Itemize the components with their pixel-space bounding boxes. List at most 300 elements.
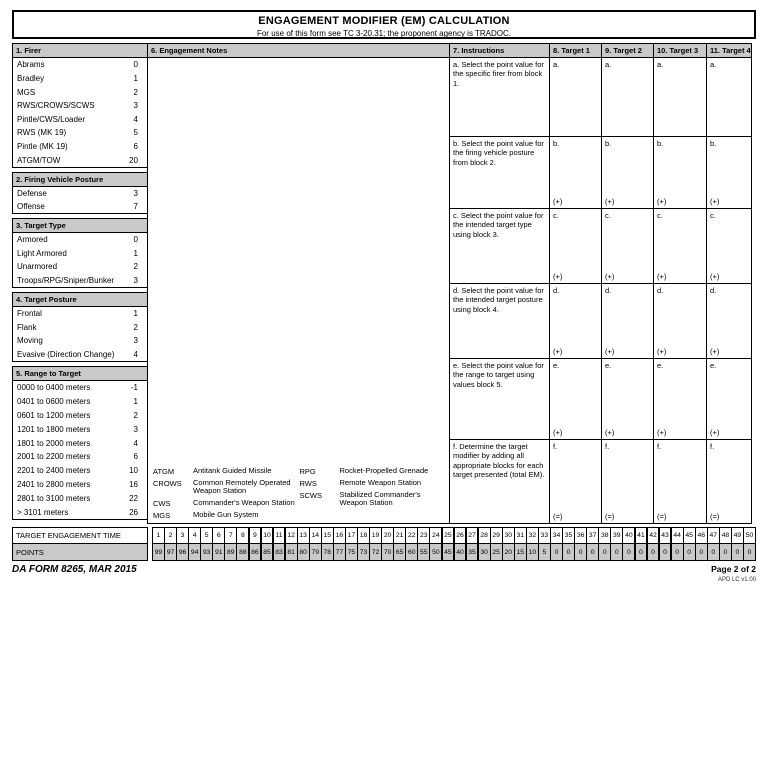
target-3-field-b[interactable] — [653, 137, 707, 209]
target-3-field-a[interactable] — [653, 58, 707, 137]
abbreviations-right — [300, 464, 447, 520]
target-2-field-e[interactable] — [601, 359, 654, 440]
points-cell: 0 — [647, 543, 660, 561]
point-value-row — [13, 126, 147, 140]
points-cell: 30 — [478, 543, 491, 561]
point-value-row — [13, 464, 147, 478]
point-value-number: -1 — [130, 383, 138, 393]
point-value-number: 26 — [129, 507, 138, 517]
points-cell: 94 — [188, 543, 201, 561]
points-cell: 15 — [514, 543, 527, 561]
time-cell: 41 — [635, 527, 648, 544]
time-cell: 29 — [490, 527, 503, 544]
points-cell: 0 — [707, 543, 720, 561]
time-cell: 50 — [743, 527, 756, 544]
points-cell: 88 — [236, 543, 249, 561]
abbreviation-row — [300, 479, 447, 488]
cell-letter: d. — [710, 286, 717, 295]
cell-operator: (+) — [710, 347, 720, 356]
cell-operator: (+) — [710, 428, 720, 437]
target-column-2 — [601, 58, 654, 524]
point-value-label: Flank — [17, 322, 37, 332]
point-value-number: 4 — [133, 114, 138, 124]
abbreviation-key: MGS — [153, 511, 171, 520]
cell-letter: d. — [657, 286, 664, 295]
cell-letter: f. — [605, 442, 610, 451]
target-2-field-f[interactable] — [601, 440, 654, 524]
point-value-number: 2 — [133, 322, 138, 332]
abbreviation-key: CWS — [153, 499, 171, 508]
point-value-number: 3 — [133, 101, 138, 111]
point-value-row — [13, 85, 147, 99]
abbreviation-row — [300, 467, 447, 476]
cell-operator: (=) — [710, 512, 720, 521]
time-cell: 34 — [550, 527, 563, 544]
points-cell: 25 — [490, 543, 503, 561]
points-cell: 89 — [224, 543, 237, 561]
abbreviation-key: SCWS — [299, 490, 322, 500]
points-value-cells — [152, 543, 756, 561]
abbreviation-definition: Commander's Weapon Station — [193, 498, 295, 507]
point-value-number: 5 — [133, 128, 138, 138]
point-value-row — [13, 478, 147, 492]
cell-operator: (+) — [657, 197, 667, 206]
time-cell: 4 — [188, 527, 201, 544]
point-value-label: MGS — [17, 87, 36, 97]
time-cell: 6 — [212, 527, 225, 544]
time-cell: 49 — [731, 527, 744, 544]
cell-letter: f. — [710, 442, 715, 451]
cell-operator: (+) — [657, 272, 667, 281]
form-footer — [12, 564, 756, 583]
time-cell: 11 — [273, 527, 286, 544]
time-value-cells — [152, 527, 756, 544]
point-value-number: 3 — [133, 189, 138, 198]
point-value-row — [13, 307, 147, 321]
point-value-label: Bradley — [17, 73, 45, 83]
points-cell: 72 — [369, 543, 382, 561]
point-value-row — [13, 436, 147, 450]
abbreviation-definition: Remote Weapon Station — [339, 477, 422, 487]
point-value-number: 2 — [133, 410, 138, 420]
cell-letter: b. — [710, 139, 717, 148]
point-value-number: 1 — [133, 397, 138, 407]
point-value-number: 2 — [133, 87, 138, 97]
block-4 — [12, 292, 148, 362]
points-cell: 35 — [466, 543, 479, 561]
instruction-c: c. Select the point value for the intended target type using block 3. — [449, 209, 550, 284]
time-cell: 12 — [285, 527, 298, 544]
cell-operator: (+) — [710, 197, 720, 206]
point-value-label: 0601 to 1200 meters — [17, 410, 91, 420]
page-number: Page 2 of 2 — [711, 564, 756, 574]
point-value-number: 1 — [133, 248, 138, 258]
target-2-field-c[interactable] — [601, 209, 654, 284]
point-value-number: 4 — [133, 349, 138, 359]
time-cell: 27 — [466, 527, 479, 544]
time-cell: 40 — [622, 527, 635, 544]
point-value-row — [13, 321, 147, 335]
cell-letter: e. — [710, 361, 717, 370]
points-cell: 45 — [442, 543, 455, 561]
target-columns — [550, 58, 752, 524]
point-value-number: 4 — [133, 438, 138, 448]
cell-operator: (+) — [657, 428, 667, 437]
points-cell: 10 — [526, 543, 539, 561]
block-5-header: 5. Range to Target — [13, 367, 147, 381]
points-cell: 0 — [659, 543, 672, 561]
time-cell: 5 — [200, 527, 213, 544]
point-value-label: 2201 to 2400 meters — [17, 466, 91, 476]
cell-operator: (+) — [657, 347, 667, 356]
target-1-field-e[interactable] — [549, 359, 602, 440]
point-value-label: 0401 to 0600 meters — [17, 397, 91, 407]
cell-operator: (+) — [553, 347, 563, 356]
point-value-row — [13, 187, 147, 200]
cell-letter: c. — [553, 211, 559, 220]
points-cell: 97 — [164, 543, 177, 561]
point-value-row — [13, 233, 147, 247]
point-value-row — [13, 381, 147, 395]
cell-operator: (+) — [553, 272, 563, 281]
point-value-label: Armored — [17, 235, 48, 245]
target-4-field-f[interactable] — [706, 440, 752, 524]
points-cell: 75 — [345, 543, 358, 561]
points-row-label: POINTS — [12, 543, 148, 561]
cell-letter: a. — [710, 60, 717, 69]
points-cell: 86 — [249, 543, 262, 561]
points-cell: 0 — [719, 543, 732, 561]
points-cell: 0 — [550, 543, 563, 561]
column-header-target-3: 10. Target 3 — [653, 43, 707, 58]
point-value-number: 1 — [133, 73, 138, 83]
abbreviation-row — [300, 491, 447, 508]
form-body — [12, 10, 756, 583]
time-cell: 21 — [393, 527, 406, 544]
cell-letter: c. — [710, 211, 716, 220]
point-value-number: 0 — [133, 60, 138, 70]
point-value-label: RWS/CROWS/SCWS — [17, 101, 95, 111]
block-1 — [12, 58, 148, 168]
form-main-grid — [12, 58, 756, 524]
point-value-label: Pintle (MK 19) — [17, 142, 68, 152]
point-value-row — [13, 395, 147, 409]
target-1-field-c[interactable] — [549, 209, 602, 284]
cell-letter: a. — [553, 60, 560, 69]
point-value-row — [13, 409, 147, 423]
point-value-row — [13, 348, 147, 362]
time-cell: 15 — [321, 527, 334, 544]
target-1-field-b[interactable] — [549, 137, 602, 209]
time-cell: 38 — [598, 527, 611, 544]
point-value-label: ATGM/TOW — [17, 155, 61, 165]
abbreviation-key: RPG — [299, 466, 316, 476]
instruction-e: e. Select the point value for the range to target using values block 5. — [449, 359, 550, 440]
target-column-1 — [549, 58, 602, 524]
cell-operator: (+) — [605, 272, 615, 281]
points-cell: 96 — [176, 543, 189, 561]
column-header-instructions: 7. Instructions — [449, 43, 550, 58]
column-header-target-2: 9. Target 2 — [601, 43, 654, 58]
time-cell: 31 — [514, 527, 527, 544]
target-column-4 — [706, 58, 752, 524]
cell-operator: (=) — [605, 512, 615, 521]
form-subtitle: For use of this form see TC 3-20.31; the proponent agency is TRADOC. — [256, 29, 512, 38]
point-value-label: 0000 to 0400 meters — [17, 383, 91, 393]
time-cell: 33 — [538, 527, 551, 544]
time-cell: 36 — [574, 527, 587, 544]
point-value-number: 3 — [133, 424, 138, 434]
cell-letter: f. — [657, 442, 662, 451]
time-cell: 1 — [152, 527, 165, 544]
time-cell: 47 — [707, 527, 720, 544]
points-cell: 40 — [454, 543, 467, 561]
point-value-number: 10 — [129, 466, 138, 476]
instruction-f: f. Determine the target modifier by adding all appropriate blocks for each target presented (total EM). — [449, 440, 550, 524]
points-cell: 91 — [212, 543, 225, 561]
target-3-field-f[interactable] — [653, 440, 707, 524]
point-value-number: 3 — [133, 336, 138, 346]
target-4-field-c[interactable] — [706, 209, 752, 284]
time-cell: 18 — [357, 527, 370, 544]
point-value-number: 20 — [129, 155, 138, 165]
point-value-row — [13, 72, 147, 86]
point-value-number: 7 — [133, 202, 138, 211]
point-value-row — [13, 140, 147, 154]
engagement-notes-field[interactable] — [147, 58, 450, 524]
time-cell: 26 — [454, 527, 467, 544]
target-3-field-d[interactable] — [653, 284, 707, 359]
time-cell: 44 — [671, 527, 684, 544]
cell-operator: (=) — [553, 512, 563, 521]
time-cell: 3 — [176, 527, 189, 544]
target-2-field-b[interactable] — [601, 137, 654, 209]
block-3-header: 3. Target Type — [13, 219, 147, 233]
abbreviation-definition: Rocket-Propelled Grenade — [339, 465, 429, 475]
point-value-row — [13, 113, 147, 127]
points-cell: 0 — [683, 543, 696, 561]
abbreviation-definition: Stabilized Commander's Weapon Station — [339, 489, 421, 508]
points-cell: 0 — [671, 543, 684, 561]
instructions-column — [449, 58, 550, 524]
cell-letter: e. — [553, 361, 560, 370]
cell-letter: b. — [553, 139, 560, 148]
points-cell: 0 — [562, 543, 575, 561]
abbreviation-definition: Antitank Guided Missile — [193, 465, 272, 475]
point-value-label: Abrams — [17, 60, 45, 70]
time-cell: 45 — [683, 527, 696, 544]
target-2-field-a[interactable] — [601, 58, 654, 137]
point-value-number: 2 — [133, 262, 138, 272]
points-cell: 73 — [357, 543, 370, 561]
points-cell: 0 — [622, 543, 635, 561]
points-cell: 0 — [731, 543, 744, 561]
cell-letter: b. — [657, 139, 664, 148]
cell-letter: c. — [605, 211, 611, 220]
time-cell: 24 — [429, 527, 442, 544]
target-1-field-f[interactable] — [549, 440, 602, 524]
target-3-field-e[interactable] — [653, 359, 707, 440]
form-title-box — [12, 10, 756, 39]
target-4-field-e[interactable] — [706, 359, 752, 440]
point-value-number: 0 — [133, 235, 138, 245]
instruction-d: d. Select the point value for the intended target posture using block 4. — [449, 284, 550, 359]
cell-operator: (=) — [657, 512, 667, 521]
block-5 — [12, 366, 148, 520]
points-cell: 65 — [393, 543, 406, 561]
points-cell: 77 — [333, 543, 346, 561]
block-3 — [12, 218, 148, 288]
time-cell: 22 — [405, 527, 418, 544]
abbreviation-row — [153, 479, 300, 496]
column-header-firer: 1. Firer — [12, 43, 148, 58]
cell-operator: (+) — [710, 272, 720, 281]
points-cell: 0 — [610, 543, 623, 561]
point-value-label: Offense — [17, 202, 45, 211]
time-cell: 42 — [647, 527, 660, 544]
points-cell: 70 — [381, 543, 394, 561]
cell-operator: (+) — [553, 197, 563, 206]
points-cell: 0 — [586, 543, 599, 561]
points-cell: 79 — [309, 543, 322, 561]
column-header-engagement-notes: 6. Engagement Notes — [147, 43, 450, 58]
point-value-row — [13, 274, 147, 288]
cell-letter: c. — [657, 211, 663, 220]
point-value-number: 16 — [129, 479, 138, 489]
time-cell: 20 — [381, 527, 394, 544]
time-cell: 8 — [236, 527, 249, 544]
point-value-row — [13, 99, 147, 113]
point-value-row — [13, 422, 147, 436]
points-cell: 60 — [405, 543, 418, 561]
points-cell: 99 — [152, 543, 165, 561]
point-value-label: Evasive (Direction Change) — [17, 349, 115, 359]
point-value-blocks-column — [12, 58, 148, 524]
abbreviation-key: ATGM — [153, 466, 175, 476]
point-value-number: 6 — [133, 142, 138, 152]
points-row — [12, 543, 756, 561]
points-cell: 5 — [538, 543, 551, 561]
cell-letter: f. — [553, 442, 558, 451]
point-value-label: Moving — [17, 336, 43, 346]
points-cell: 81 — [285, 543, 298, 561]
column-header-row — [12, 43, 756, 58]
target-3-field-c[interactable] — [653, 209, 707, 284]
point-value-number: 3 — [133, 275, 138, 285]
apd-version: APD LC v1.00 — [717, 577, 756, 583]
block-4-header: 4. Target Posture — [13, 293, 147, 307]
column-header-target-4: 11. Target 4 — [706, 43, 752, 58]
point-value-label: 2001 to 2200 meters — [17, 452, 91, 462]
points-cell: 78 — [321, 543, 334, 561]
instruction-b: b. Select the point value for the firing vehicle posture from block 2. — [449, 137, 550, 209]
target-1-field-a[interactable] — [549, 58, 602, 137]
target-4-field-b[interactable] — [706, 137, 752, 209]
point-value-row — [13, 260, 147, 274]
target-engagement-time-row — [12, 527, 756, 544]
point-value-label: 1201 to 1800 meters — [17, 424, 91, 434]
point-value-label: 2401 to 2800 meters — [17, 479, 91, 489]
point-value-label: Light Armored — [17, 248, 67, 258]
abbreviation-key: CROWS — [153, 478, 182, 488]
target-1-field-d[interactable] — [549, 284, 602, 359]
time-cell: 13 — [297, 527, 310, 544]
abbreviation-row — [153, 499, 300, 508]
abbreviation-key: RWS — [299, 478, 317, 488]
abbreviation-row — [153, 467, 300, 476]
points-cell: 85 — [261, 543, 274, 561]
time-cell: 10 — [261, 527, 274, 544]
point-value-row — [13, 505, 147, 519]
point-value-label: Defense — [17, 189, 47, 198]
point-value-row — [13, 491, 147, 505]
points-cell: 50 — [429, 543, 442, 561]
point-value-number: 1 — [133, 309, 138, 319]
time-row-label: TARGET ENGAGEMENT TIME — [12, 527, 148, 544]
points-cell: 83 — [273, 543, 286, 561]
form-title: ENGAGEMENT MODIFIER (EM) CALCULATION — [258, 15, 510, 27]
cell-letter: a. — [605, 60, 612, 69]
block-2 — [12, 172, 148, 214]
cell-letter: e. — [657, 361, 664, 370]
cell-operator: (+) — [553, 428, 563, 437]
time-cell: 39 — [610, 527, 623, 544]
point-value-number: 6 — [133, 452, 138, 462]
time-cell: 14 — [309, 527, 322, 544]
target-4-field-a[interactable] — [706, 58, 752, 137]
points-cell: 55 — [417, 543, 430, 561]
time-cell: 43 — [659, 527, 672, 544]
cell-operator: (+) — [605, 347, 615, 356]
time-cell: 19 — [369, 527, 382, 544]
block-2-header: 2. Firing Vehicle Posture — [13, 173, 147, 187]
points-cell: 93 — [200, 543, 213, 561]
point-value-label: 1801 to 2000 meters — [17, 438, 91, 448]
points-cell: 0 — [635, 543, 648, 561]
abbreviation-definition: Mobile Gun System — [193, 510, 259, 519]
point-value-label: Frontal — [17, 309, 42, 319]
time-cell: 35 — [562, 527, 575, 544]
point-value-label: > 3101 meters — [17, 507, 69, 517]
points-cell: 80 — [297, 543, 310, 561]
points-cell: 0 — [598, 543, 611, 561]
abbreviation-definition: Common Remotely Operated Weapon Station — [193, 477, 291, 496]
abbreviation-row — [153, 511, 300, 520]
point-value-row — [13, 58, 147, 72]
target-4-field-d[interactable] — [706, 284, 752, 359]
point-value-label: Pintle/CWS/Loader — [17, 114, 86, 124]
points-cell: 20 — [502, 543, 515, 561]
instruction-a: a. Select the point value for the specific firer from block 1. — [449, 58, 550, 137]
time-cell: 7 — [224, 527, 237, 544]
point-value-label: 2801 to 3100 meters — [17, 493, 91, 503]
point-value-row — [13, 200, 147, 213]
time-cell: 2 — [164, 527, 177, 544]
time-cell: 30 — [502, 527, 515, 544]
time-cell: 48 — [719, 527, 732, 544]
cell-operator: (+) — [605, 197, 615, 206]
points-cell: 0 — [695, 543, 708, 561]
time-cell: 37 — [586, 527, 599, 544]
time-cell: 17 — [345, 527, 358, 544]
cell-letter: a. — [657, 60, 664, 69]
target-2-field-d[interactable] — [601, 284, 654, 359]
abbreviations-left — [153, 464, 300, 520]
time-cell: 28 — [478, 527, 491, 544]
abbreviations-legend — [153, 464, 446, 520]
time-cell: 16 — [333, 527, 346, 544]
point-value-label: Unarmored — [17, 262, 58, 272]
